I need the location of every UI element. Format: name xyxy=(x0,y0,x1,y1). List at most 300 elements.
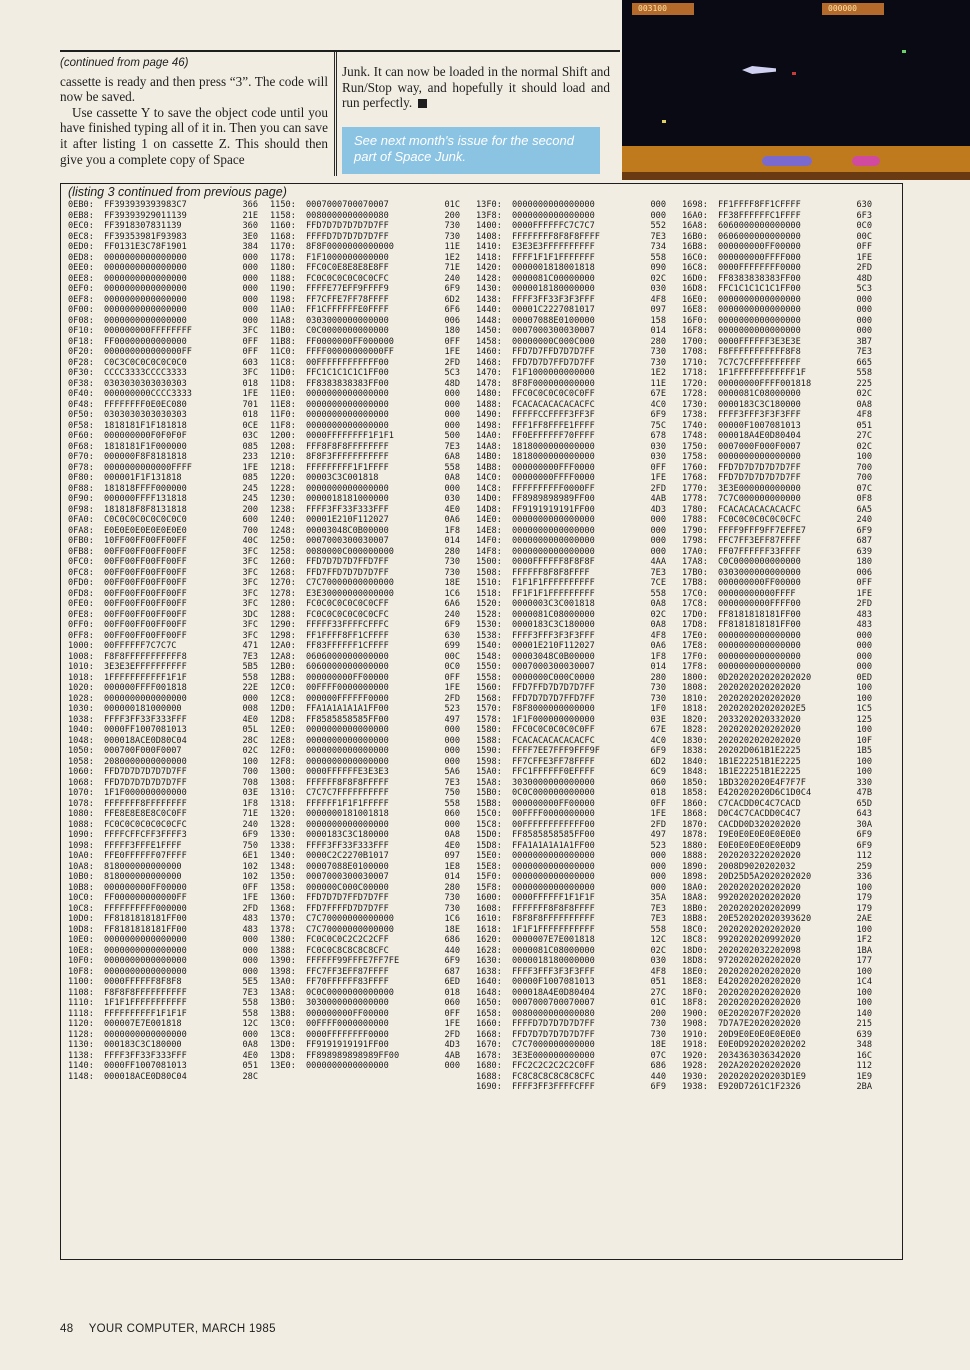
listing-hex-data: 00003048C0B00000 xyxy=(306,525,389,536)
listing-row xyxy=(270,767,460,778)
listing-hex-data: 3030000000000000 xyxy=(306,998,389,1008)
listing-checksum: 000 xyxy=(444,819,460,830)
listing-hex-data: 00000000FFFF001818 xyxy=(718,378,812,389)
listing-checksum: 2FD xyxy=(856,263,872,273)
listing-checksum: 02C xyxy=(856,441,872,452)
listing-hex-data: 0007000700070007 xyxy=(512,998,595,1008)
listing-address: 1750: xyxy=(682,441,708,452)
listing-checksum: 014 xyxy=(650,326,666,336)
listing-hex-data: E0E0E0E0E0E0E0D9 xyxy=(718,840,801,851)
listing-address: 1050: xyxy=(68,746,94,756)
listing-row xyxy=(682,400,872,411)
listing-address: 1760: xyxy=(682,462,708,473)
listing-row xyxy=(682,641,872,652)
listing-row xyxy=(682,809,872,820)
listing-row xyxy=(682,463,872,474)
listing-row xyxy=(476,379,666,390)
listing-checksum: 0FF xyxy=(444,1008,460,1019)
listing-hex-data: FFC0C0E8E8E8E8FF xyxy=(306,263,389,273)
listing-hex-data: 0000000000000000 xyxy=(104,263,187,273)
listing-hex-data: 000007E7E001818 xyxy=(104,1019,182,1029)
listing-checksum: 27C xyxy=(856,431,872,441)
listing-address: 1768: xyxy=(682,473,708,483)
listing-row xyxy=(682,977,872,988)
listing-row xyxy=(270,284,460,295)
listing-address: 17F0: xyxy=(682,651,708,662)
listing-address: 1658: xyxy=(476,1008,502,1019)
listing-address: 1060: xyxy=(68,767,94,777)
listing-hex-data: FFD7D7D7D7D7D7FF xyxy=(718,462,801,473)
listing-hex-data: FFFF3FFF3F3F3FFF xyxy=(512,630,595,641)
listing-row xyxy=(68,536,258,547)
listing-hex-data: CACDD0D320202020 xyxy=(718,819,801,830)
listing-checksum: 71E xyxy=(242,809,258,819)
listing-row xyxy=(476,316,666,327)
listing-address: 10A0: xyxy=(68,851,94,861)
listing-address: 14B8: xyxy=(476,462,502,473)
listing-address: 10D0: xyxy=(68,914,94,924)
listing-row xyxy=(476,505,666,516)
listing-row xyxy=(68,967,258,978)
listing-address: 1380: xyxy=(270,935,296,945)
listing-row xyxy=(270,473,460,484)
listing-row xyxy=(270,316,460,327)
listing-row xyxy=(476,389,666,400)
listing-checksum: 245 xyxy=(242,494,258,504)
listing-address: 18A8: xyxy=(682,893,708,903)
listing-row xyxy=(682,442,872,453)
listing-address: 1478: xyxy=(476,378,502,389)
listing-checksum: 030 xyxy=(650,452,666,462)
listing-hex-data: 0D2020202020202020 xyxy=(718,672,812,683)
listing-row xyxy=(68,746,258,757)
listing-row xyxy=(476,494,666,505)
listing-row xyxy=(270,389,460,400)
listing-hex-data: 20D25D5A2020202020 xyxy=(718,872,812,882)
listing-checksum: 000 xyxy=(242,945,258,956)
listing-hex-data: FF1FFFF8FF1CFFFF xyxy=(718,200,801,210)
listing-row xyxy=(68,274,258,285)
listing-address: 0FF0: xyxy=(68,620,94,630)
listing-row xyxy=(270,337,460,348)
listing-hex-data: 000000FFFF131818 xyxy=(104,494,187,504)
listing-address: 1278: xyxy=(270,588,296,599)
listing-address: 1828: xyxy=(682,725,708,735)
listing-hex-data: 0000081C08000000 xyxy=(718,389,801,399)
listing-hex-data: 202A202020202020 xyxy=(718,1061,801,1071)
listing-address: 18B0: xyxy=(682,903,708,914)
listing-hex-data: 20202D061B1E2225 xyxy=(718,746,801,756)
listing-row xyxy=(270,421,460,432)
listing-address: 1668: xyxy=(476,1029,502,1040)
listing-address: 1390: xyxy=(270,956,296,966)
listing-checksum: 0A6 xyxy=(444,515,460,525)
listing-address: 0EF8: xyxy=(68,294,94,305)
listing-address: 0FE8: xyxy=(68,609,94,620)
listing-hex-data: FFFFFCCFFFF3FF3F xyxy=(512,410,595,420)
listing-hex-data: FF8181818181FF00 xyxy=(718,620,801,630)
listing-checksum: 639 xyxy=(856,546,872,557)
listing-checksum: 6F9 xyxy=(444,620,460,630)
listing-address: 1178: xyxy=(270,252,296,263)
listing-address: 1040: xyxy=(68,725,94,735)
listing-row xyxy=(476,799,666,810)
listing-address: 1100: xyxy=(68,977,94,987)
listing-row xyxy=(476,589,666,600)
listing-hex-data: FF83FFFFFF1CFFFF xyxy=(306,641,389,651)
listing-hex-data: 000000F8F8181818 xyxy=(104,452,187,462)
listing-checksum: 6D2 xyxy=(444,294,460,305)
listing-hex-data: 00FFFFFF7C7C7C xyxy=(104,641,177,651)
listing-row xyxy=(682,515,872,526)
listing-hex-data: 0000183C3C180000 xyxy=(512,620,595,630)
listing-checksum: 6F3 xyxy=(856,210,872,221)
listing-row xyxy=(68,830,258,841)
listing-hex-data: 0000000000000000 xyxy=(718,641,801,651)
listing-address: 10B0: xyxy=(68,872,94,882)
listing-checksum: 000 xyxy=(242,956,258,966)
listing-hex-data: 0000000000000000 xyxy=(104,273,187,284)
listing-address: 1230: xyxy=(270,494,296,504)
listing-row xyxy=(476,1030,666,1041)
listing-row xyxy=(476,452,666,463)
listing-hex-data: 0000FF1007081013 xyxy=(104,1061,187,1071)
listing-address: 15D8: xyxy=(476,840,502,851)
listing-address: 1118: xyxy=(68,1008,94,1019)
listing-checksum: 12C xyxy=(242,1019,258,1029)
listing-row xyxy=(270,778,460,789)
listing-address: 17A0: xyxy=(682,546,708,557)
listing-hex-data: 000018ACE0D80C04 xyxy=(104,1071,187,1082)
listing-hex-data: FFFFFFFFFF000000 xyxy=(104,903,187,914)
listing-checksum: 2FD xyxy=(856,599,872,609)
listing-hex-data: FF3918307831139 xyxy=(104,221,182,231)
listing-checksum: 07C xyxy=(650,1050,666,1061)
listing-hex-data: 3030000000000000 xyxy=(512,777,595,788)
listing-address: 1858: xyxy=(682,788,708,798)
listing-column-4 xyxy=(682,200,872,1093)
listing-row xyxy=(270,904,460,915)
listing-address: 11C8: xyxy=(270,357,296,368)
hud-score-left: 003100 xyxy=(638,4,667,13)
listing-row xyxy=(68,295,258,306)
listing-hex-data: 2008D9020202032 xyxy=(718,861,796,872)
listing-checksum: 750 xyxy=(444,788,460,798)
listing-hex-data: FFA1A1A1A1A1FF00 xyxy=(512,840,595,851)
page-footer xyxy=(60,1323,276,1335)
listing-row xyxy=(476,998,666,1009)
listing-row xyxy=(682,1019,872,1030)
listing-hex-data: 9720202020202020 xyxy=(718,956,801,966)
listing-address: 13B0: xyxy=(270,998,296,1008)
listing-checksum: 060 xyxy=(650,777,666,788)
listing-checksum: 6F9 xyxy=(856,840,872,851)
listing-address: 1348: xyxy=(270,861,296,872)
listing-row xyxy=(270,326,460,337)
listing-address: 1190: xyxy=(270,284,296,294)
listing-hex-data: 7D7A7E2020202020 xyxy=(718,1019,801,1029)
listing-address: 13E0: xyxy=(270,1061,296,1071)
listing-checksum: 018 xyxy=(444,987,460,998)
listing-hex-data: 0606000000000000 xyxy=(306,651,389,662)
listing-hex-data: 2020202032202098 xyxy=(718,945,801,956)
listing-address: 18C0: xyxy=(682,924,708,935)
listing-address: 1350: xyxy=(270,872,296,882)
listing-checksum: 0A8 xyxy=(650,599,666,609)
listing-checksum: 5E5 xyxy=(242,977,258,987)
listing-hex-data: 2020202020202020 xyxy=(718,735,801,746)
listing-row xyxy=(682,358,872,369)
listing-hex-data: 000000000000000FF xyxy=(104,347,192,357)
listing-address: 16E8: xyxy=(682,305,708,315)
listing-hex-data: C7CACDD0C4C7CACD xyxy=(718,798,801,809)
listing-checksum: 18E xyxy=(444,578,460,588)
listing-hex-data: 2020202020202020 xyxy=(718,882,801,893)
listing-checksum: 180 xyxy=(444,326,460,336)
listing-row xyxy=(476,557,666,568)
listing-row xyxy=(476,515,666,526)
listing-checksum: 360 xyxy=(242,221,258,231)
listing-address: 16F0: xyxy=(682,315,708,326)
listing-address: 1618: xyxy=(476,924,502,935)
listing-address: 0EE8: xyxy=(68,273,94,284)
listing-row xyxy=(68,620,258,631)
listing-row xyxy=(270,610,460,621)
listing-address: 17E0: xyxy=(682,630,708,641)
listing-address: 10E0: xyxy=(68,935,94,945)
listing-checksum: 02C xyxy=(650,609,666,620)
listing-checksum: 112 xyxy=(856,1061,872,1071)
listing-hex-data: F1F1000000000000 xyxy=(306,252,389,263)
hud-score-right: 000000 xyxy=(828,4,857,13)
spaceship-sprite xyxy=(742,66,776,74)
listing-hex-data: 0303030303030303 xyxy=(104,410,187,420)
listing-row xyxy=(682,1009,872,1020)
listing-hex-data: F8F8F8FFFFFFFFFF xyxy=(104,987,187,998)
listing-row xyxy=(476,956,666,967)
listing-hex-data: 6060000000000000 xyxy=(718,221,801,231)
debris-sprite xyxy=(902,50,906,53)
listing-checksum: 3FC xyxy=(242,326,258,336)
listing-checksum: 16C xyxy=(856,1050,872,1061)
listing-hex-data: 00001C2227081017 xyxy=(512,305,595,315)
listing-checksum: 730 xyxy=(650,1019,666,1029)
listing-checksum: 0FF xyxy=(242,347,258,357)
listing-hex-data: 0000007E7E001818 xyxy=(512,935,595,945)
listing-row xyxy=(68,914,258,925)
listing-address: 1900: xyxy=(682,1008,708,1019)
listing-address: 1518: xyxy=(476,588,502,599)
listing-address: 15A8: xyxy=(476,777,502,788)
listing-checksum: 40C xyxy=(242,536,258,546)
listing-checksum: 000 xyxy=(444,1061,460,1071)
listing-hex-data: FF0131E3C78F1901 xyxy=(104,242,187,252)
listing-hex-data: 2034363036342020 xyxy=(718,1050,801,1061)
listing-address: 1420: xyxy=(476,263,502,273)
listing-address: 1788: xyxy=(682,515,708,525)
listing-hex-data: 2020202020203D1E9 xyxy=(718,1071,806,1082)
listing-row xyxy=(68,862,258,873)
listing-hex-data: 00FF00FF00FF00FF xyxy=(104,620,187,630)
top-rule xyxy=(60,50,620,52)
listing-row xyxy=(270,967,460,978)
listing-hex-data: 0000000000FFFF00 xyxy=(718,599,801,609)
listing-checksum: 000 xyxy=(444,756,460,767)
listing-row xyxy=(682,589,872,600)
listing-row xyxy=(270,410,460,421)
listing-address: 1450: xyxy=(476,326,502,336)
listing-checksum: 200 xyxy=(242,504,258,515)
listing-address: 0F50: xyxy=(68,410,94,420)
listing-hex-data: 0000000000000000 xyxy=(104,294,187,305)
listing-hex-data: FF000000000000FF xyxy=(104,893,187,903)
listing-address: 1678: xyxy=(476,1050,502,1061)
listing-address: 14C0: xyxy=(476,473,502,483)
listing-column-3 xyxy=(476,200,666,1093)
listing-address: 1238: xyxy=(270,504,296,515)
listing-address: 1850: xyxy=(682,777,708,788)
listing-row xyxy=(68,704,258,715)
listing-address: 17D8: xyxy=(682,620,708,630)
listing-checksum: 7E3 xyxy=(444,441,460,452)
listing-row xyxy=(270,1019,460,1030)
listing-address: 0FF8: xyxy=(68,630,94,641)
listing-hex-data: 00FFFFFFFFFFFF00 xyxy=(306,357,389,368)
listing-checksum: 060 xyxy=(444,809,460,819)
listing-checksum: 4E0 xyxy=(444,840,460,851)
listing-checksum: 014 xyxy=(444,536,460,546)
listing-address: 1170: xyxy=(270,242,296,252)
listing-address: 13D8: xyxy=(270,1050,296,1061)
listing-checksum: 7CE xyxy=(650,578,666,588)
listing-row xyxy=(68,326,258,337)
listing-address: 1080: xyxy=(68,809,94,819)
listing-row xyxy=(68,305,258,316)
listing-address: 1468: xyxy=(476,357,502,368)
listing-checksum: 558 xyxy=(650,588,666,599)
listing-row xyxy=(270,830,460,841)
listing-checksum: 000 xyxy=(242,935,258,945)
listing-address: 0F38: xyxy=(68,378,94,389)
listing-address: 15F0: xyxy=(476,872,502,882)
listing-row xyxy=(68,568,258,579)
listing-row xyxy=(68,820,258,831)
listing-checksum: 03C xyxy=(242,431,258,441)
listing-checksum: 730 xyxy=(650,357,666,368)
listing-checksum: 0C0 xyxy=(444,662,460,672)
listing-hex-data: FF07FFFFFF33FFFF xyxy=(718,546,801,557)
listing-checksum: 03E xyxy=(242,788,258,798)
listing-address: 1910: xyxy=(682,1029,708,1040)
listing-address: 11D0: xyxy=(270,368,296,378)
listing-row xyxy=(68,316,258,327)
listing-checksum: 4E0 xyxy=(444,504,460,515)
listing-checksum: 100 xyxy=(856,998,872,1008)
listing-row xyxy=(682,1040,872,1051)
listing-address: 17E8: xyxy=(682,641,708,651)
listing-row xyxy=(270,746,460,757)
listing-address: 1580: xyxy=(476,725,502,735)
listing-row xyxy=(68,809,258,820)
listing-row xyxy=(270,484,460,495)
listing-hex-data: FFFFCFFCFF3FFFF3 xyxy=(104,830,187,840)
listing-row xyxy=(682,410,872,421)
listing-hex-data: 00FFFF0000000000 xyxy=(512,809,595,819)
listing-row xyxy=(270,400,460,411)
listing-row xyxy=(682,925,872,936)
listing-address: 1448: xyxy=(476,315,502,326)
listing-checksum: 6F9 xyxy=(650,410,666,420)
listing-address: 15B0: xyxy=(476,788,502,798)
listing-checksum: 1F0 xyxy=(650,704,666,714)
listing-hex-data: FCACACACACACACFC xyxy=(512,399,595,410)
listing-row xyxy=(68,757,258,768)
listing-hex-data: 7C7C000000000000 xyxy=(718,494,801,504)
listing-hex-data: 0000000000000000 xyxy=(104,305,187,315)
listing-address: 18F8: xyxy=(682,998,708,1008)
listing-row xyxy=(682,1030,872,1041)
listing-hex-data: 20D9E0E0E0E0E0E0 xyxy=(718,1029,801,1040)
listing-checksum: 384 xyxy=(242,242,258,252)
listing-row xyxy=(682,368,872,379)
listing-address: 17B8: xyxy=(682,578,708,588)
listing-hex-data: FC0C0C0C0C0C0CFC xyxy=(306,609,389,620)
listing-checksum: 100 xyxy=(856,966,872,977)
listing-row xyxy=(68,578,258,589)
listing-hex-data: E0E0D920202020202 xyxy=(718,1040,806,1050)
listing-checksum: 000 xyxy=(650,525,666,536)
listing-checksum: 1C5 xyxy=(856,704,872,714)
listing-row xyxy=(682,1061,872,1072)
listing-address: 1568: xyxy=(476,693,502,704)
listing-address: 1880: xyxy=(682,840,708,851)
listing-row xyxy=(68,799,258,810)
listing-checksum: 3FC xyxy=(242,368,258,378)
listing-checksum: 700 xyxy=(856,462,872,473)
listing-hex-data: 0000000000000000 xyxy=(718,630,801,641)
listing-hex-data: FF8585858585FF00 xyxy=(306,714,389,725)
listing-address: 1820: xyxy=(682,714,708,725)
listing-row xyxy=(68,673,258,684)
listing-row xyxy=(682,841,872,852)
listing-checksum: 02C xyxy=(650,945,666,956)
listing-checksum: 02C xyxy=(856,389,872,399)
listing-hex-data: 0C0C000000000000 xyxy=(512,788,595,798)
listing-checksum: 4F8 xyxy=(650,966,666,977)
listing-hex-data: 2020202020202020 xyxy=(718,966,801,977)
listing-checksum: 1C6 xyxy=(444,914,460,924)
listing-address: 0EB8: xyxy=(68,210,94,221)
listing-checksum: 240 xyxy=(856,515,872,525)
listing-address: 13C0: xyxy=(270,1019,296,1029)
listing-checksum: 018 xyxy=(242,410,258,420)
listing-hex-data: 0000FF1007081013 xyxy=(104,725,187,735)
listing-checksum: 6F9 xyxy=(444,284,460,294)
listing-hex-data: 0000000000000000 xyxy=(512,525,595,536)
listing-hex-data: FF8585858585FF00 xyxy=(512,830,595,840)
listing-checksum: 1FE xyxy=(650,473,666,483)
listing-checksum: 483 xyxy=(856,620,872,630)
listing-hex-data: 0000000000000000 xyxy=(104,935,187,945)
column-divider-2 xyxy=(336,52,337,176)
listing-hex-data: 0000000000000000 xyxy=(718,452,801,462)
listing-row xyxy=(270,946,460,957)
listing-row xyxy=(270,935,460,946)
listing-address: 1520: xyxy=(476,599,502,609)
listing-checksum: 102 xyxy=(242,861,258,872)
listing-address: 1408: xyxy=(476,231,502,242)
listing-row xyxy=(682,652,872,663)
